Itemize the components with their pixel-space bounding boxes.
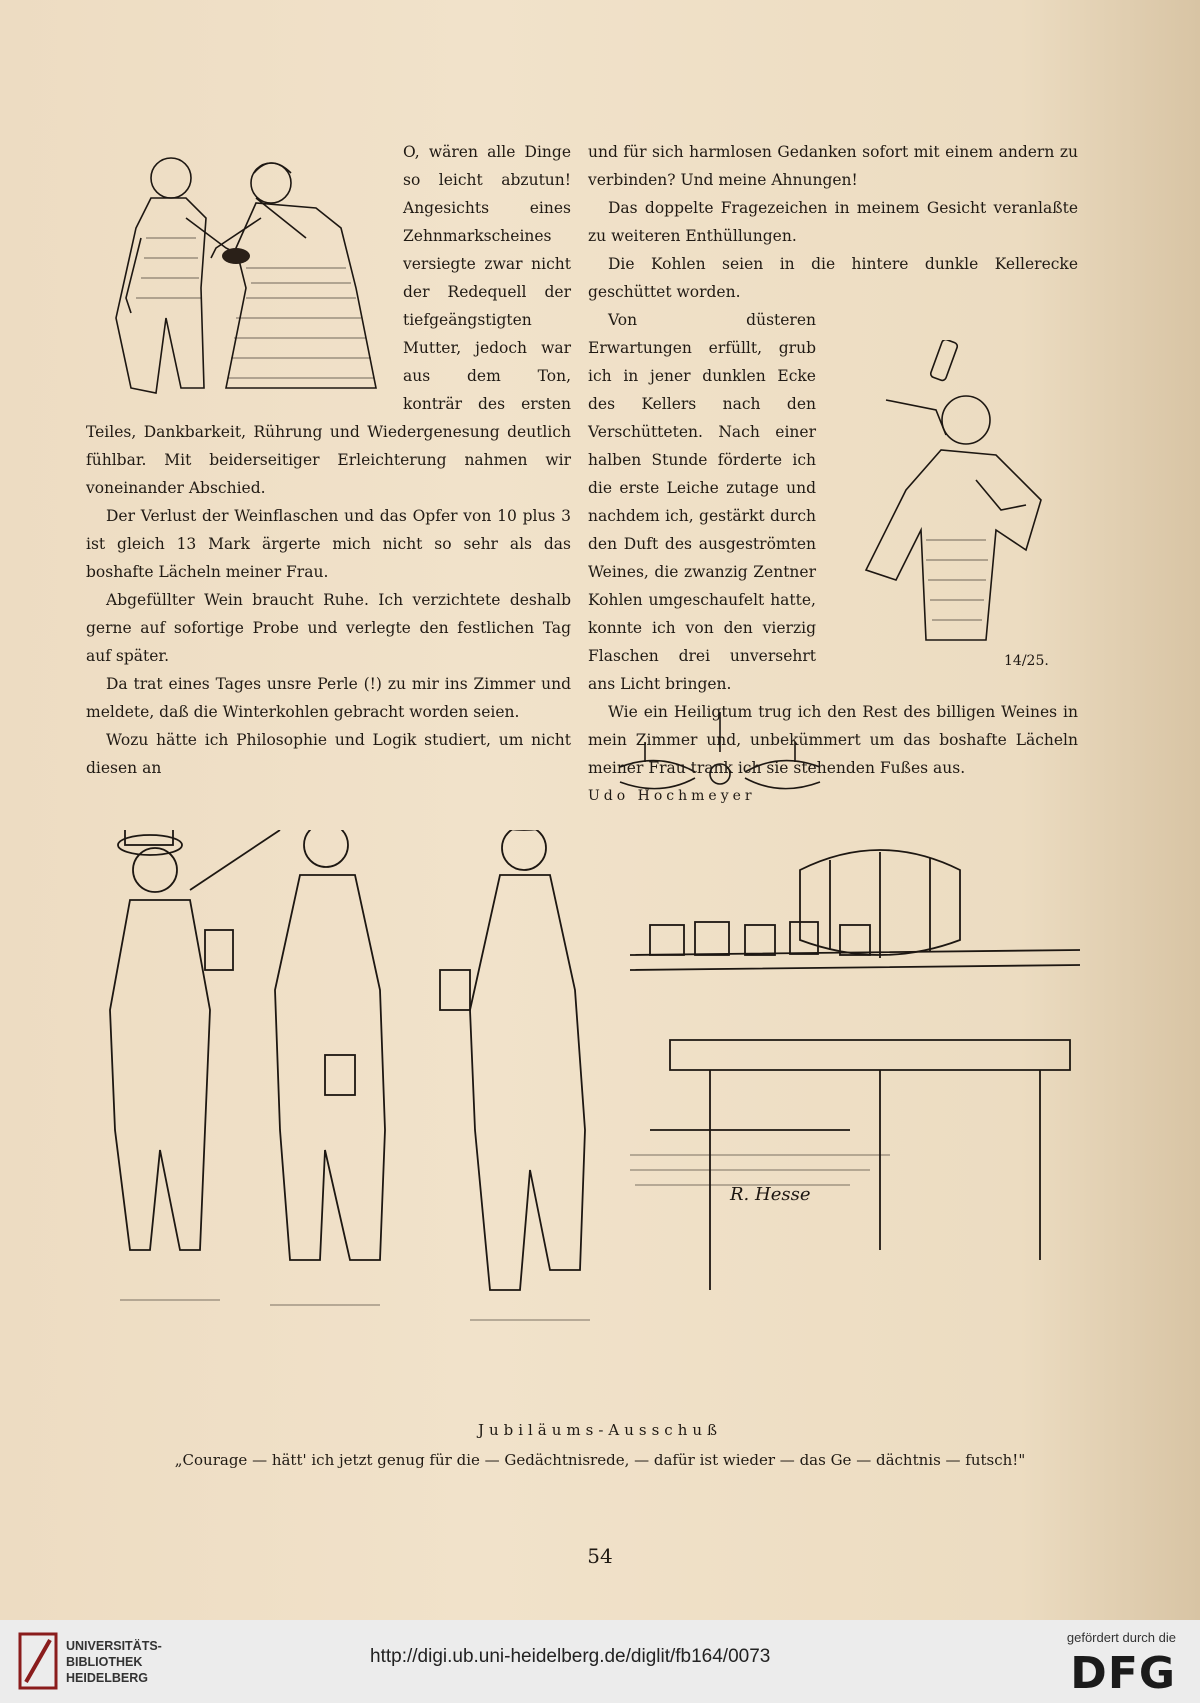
dfg-logo: DFG xyxy=(1070,1648,1176,1699)
permalink-url[interactable]: http://digi.ub.uni-heidelberg.de/diglit/fb164/0073 xyxy=(370,1646,771,1667)
ornament-divider xyxy=(600,712,840,802)
library-logo-icon xyxy=(18,1632,58,1690)
footer-bar xyxy=(0,1620,1200,1703)
left-text-column xyxy=(86,138,571,782)
paragraph: Abgefüllter Wein braucht Ruhe. Ich verzichtete deshalb gerne auf sofortige Probe und verlegte den festlichen Tag auf später. xyxy=(86,591,571,665)
paragraph: O, wären alle Dinge so leicht abzutun! Angesichts eines Zehnmarkscheines versiegte zwar nicht der Redequell der tiefgeängstigten Mutter, jedoch war aus dem Ton, konträr des ersten Teiles, Dankbarkeit, Rührung und Wiedergenesung deutlich fühlbar. Mit beiderseitiger Erleichterung nahmen wir voneinander Abschied. xyxy=(86,143,571,497)
right-text-column xyxy=(588,138,1078,810)
page-number: 54 xyxy=(587,1544,613,1568)
drinking-man-illustration xyxy=(826,340,1086,678)
paragraph: und für sich harmlosen Gedanken sofort mit einem andern zu verbinden? Und meine Ahnungen! xyxy=(588,143,1078,189)
paragraph: Von düsteren Erwartungen erfüllt, grub ich in jener dunklen Ecke des Kellers nach den Verschütteten. Nach einer halben Stunde förderte ich die erste Leiche zutage und nachdem ich, gestärkt durch den Duft des ausgeströmten Weines, die zwanzig Zentner Kohlen umgeschaufelt hatte, konnte ich von den vierzig Flaschen drei unversehrt ans Licht bringen. xyxy=(588,311,816,693)
cartoon-title: Jubiläums-Ausschuß xyxy=(477,1421,723,1439)
paragraph: Der Verlust der Weinflaschen und das Opfer von 10 plus 3 ist gleich 13 Mark ärgerte mich nicht so sehr als das boshafte Lächeln meiner Frau. xyxy=(86,507,571,581)
artist-signature: 14/25. xyxy=(1004,653,1049,669)
cartoon-caption: „Courage — hätt' ich jetzt genug für die — Gedächtnisrede, — dafür ist wieder — das Ge — dächtnis — futsch!" xyxy=(174,1451,1026,1469)
paragraph: Da trat eines Tages unsre Perle (!) zu mir ins Zimmer und meldete, daß die Winterkohlen gebracht worden seien. xyxy=(86,675,571,721)
library-name: UNIVERSITÄTS- BIBLIOTHEK HEIDELBERG xyxy=(66,1639,162,1685)
funded-by-label: gefördert durch die xyxy=(1066,1630,1176,1645)
artist-signature: R. Hesse xyxy=(730,1184,811,1205)
tavern-cartoon-illustration xyxy=(90,830,1080,1350)
mother-and-man-illustration xyxy=(86,138,391,398)
author-name: Udo Hochmeyer xyxy=(588,788,756,804)
paragraph: Das doppelte Fragezeichen in meinem Gesicht veranlaßte zu weiteren Enthüllungen. xyxy=(588,199,1078,245)
paragraph: Die Kohlen seien in die hintere dunkle Kellerecke geschüttet worden. xyxy=(588,255,1078,301)
paragraph: Wozu hätte ich Philosophie und Logik studiert, um nicht diesen an xyxy=(86,731,571,777)
paragraph: Wie ein Heiligtum trug ich den Rest des billigen Weines in mein Zimmer und, unbekümmert um das boshafte Lächeln meiner Frau trank ich sie stehenden Fußes aus. xyxy=(588,703,1078,777)
